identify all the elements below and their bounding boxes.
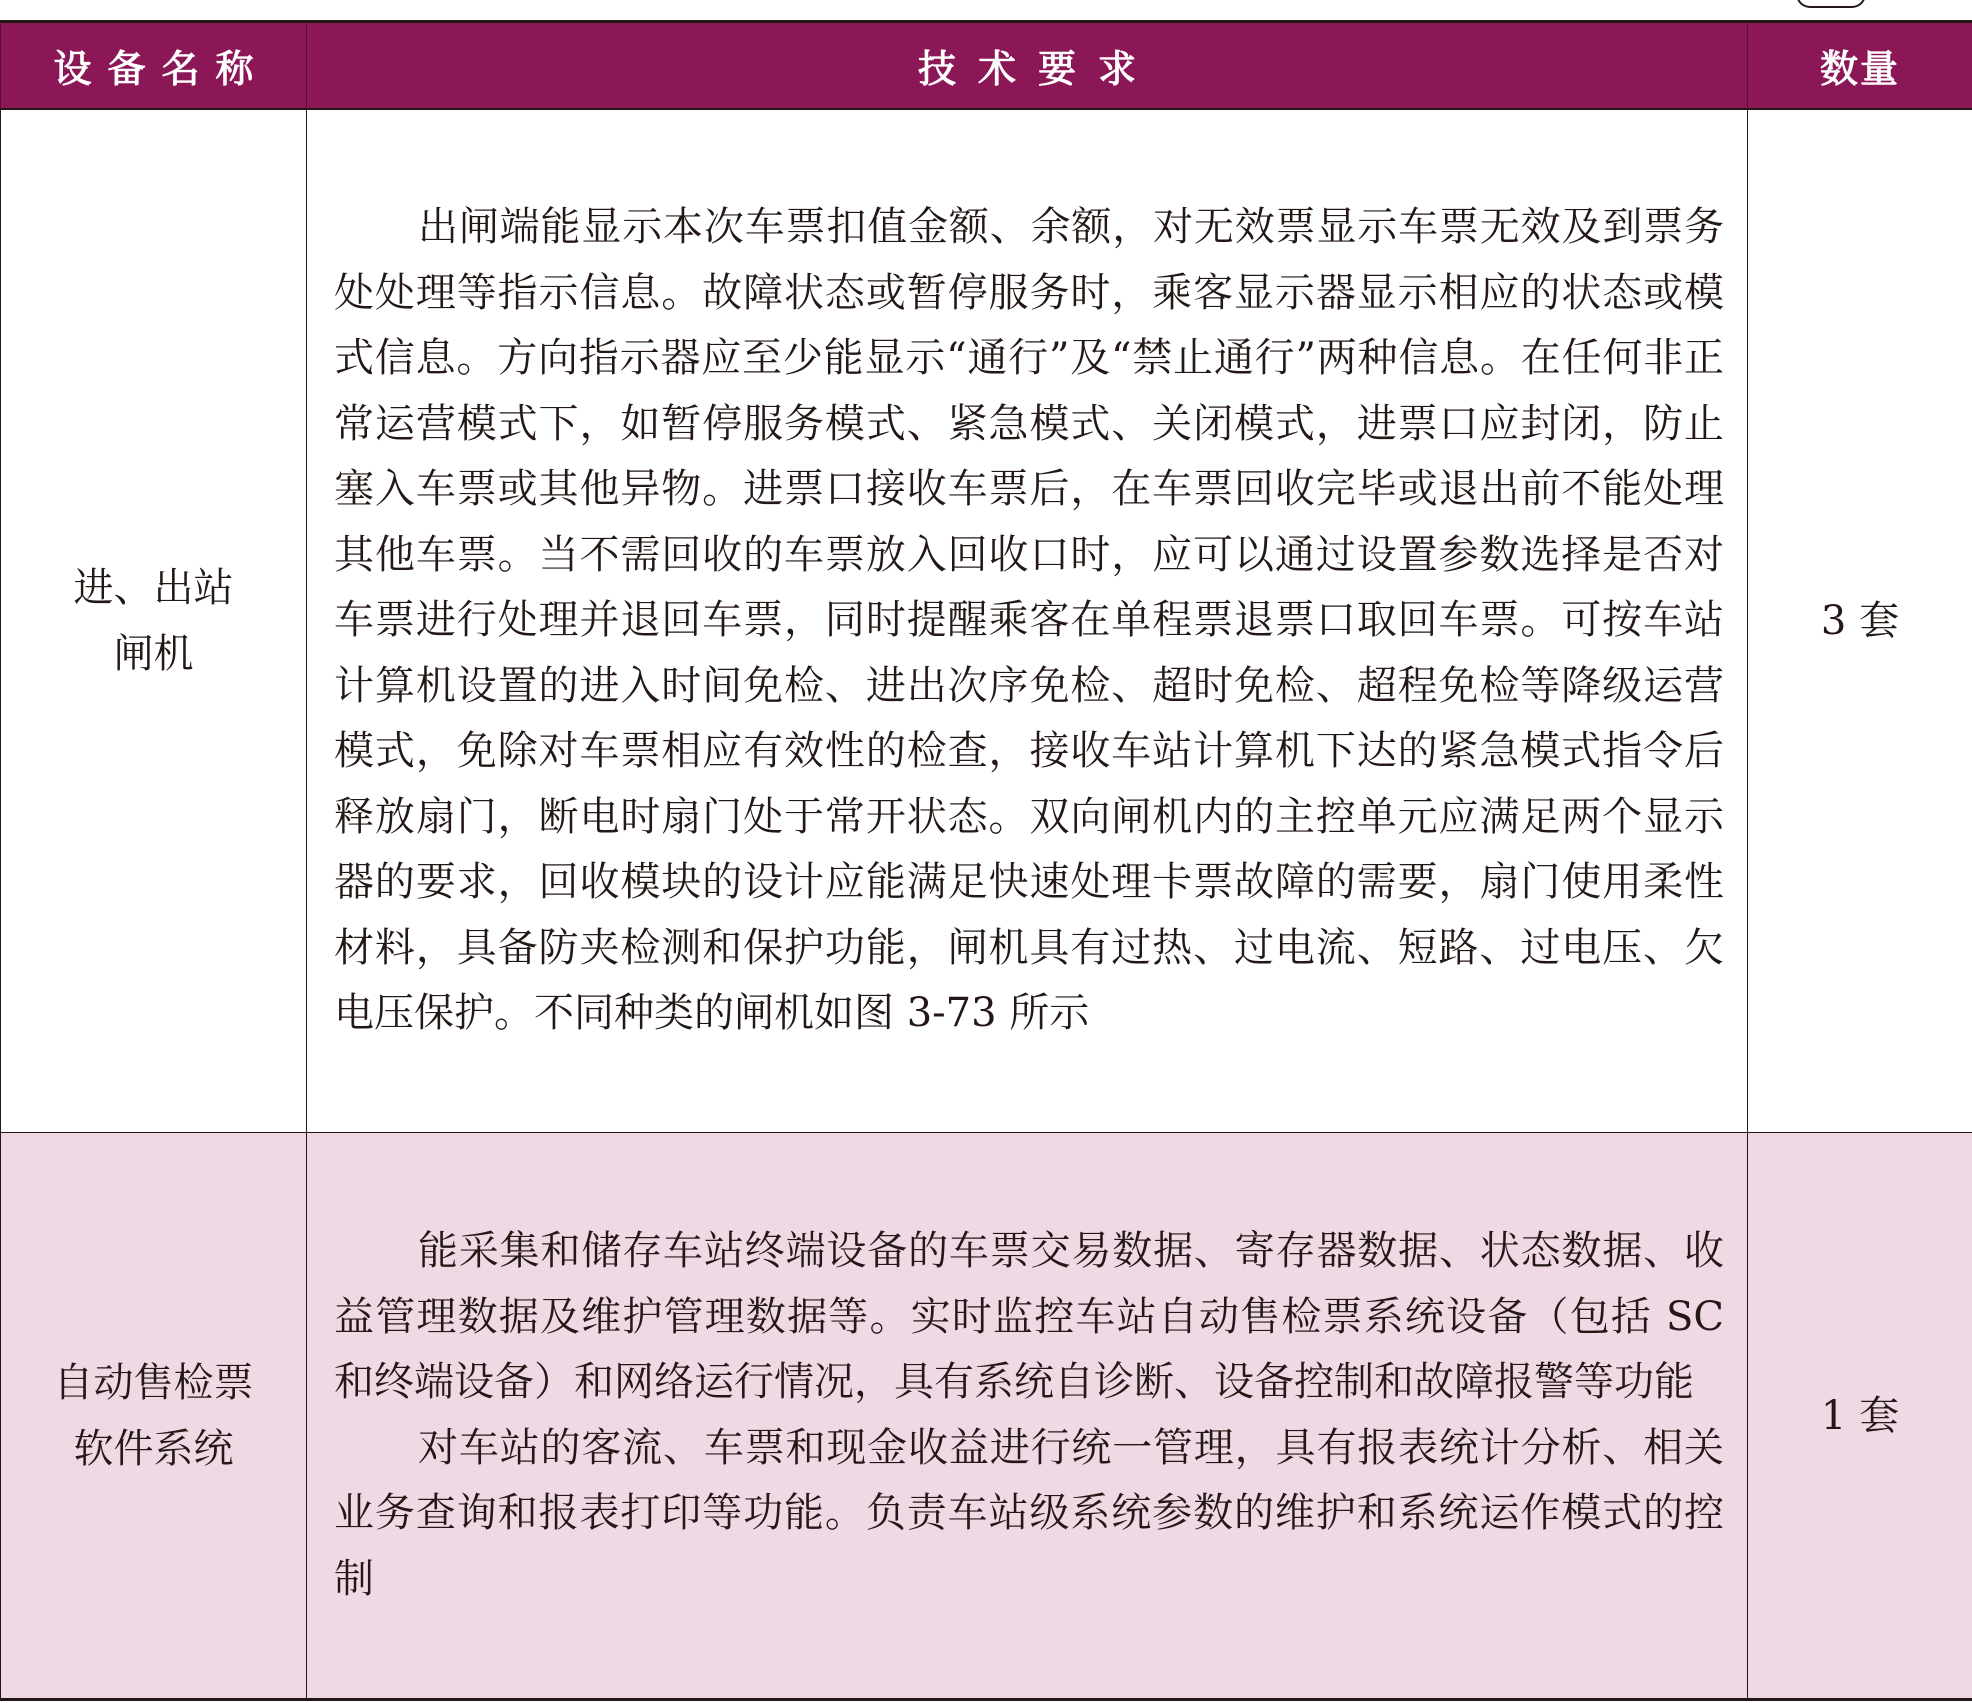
quantity-cell: 3 套 [1748, 109, 1972, 1133]
requirements-cell [307, 1133, 1748, 1700]
requirements-paragraph: 能采集和储存车站终端设备的车票交易数据、寄存器数据、状态数据、收益管理数据及维护管理数据等。实时监控车站自动售检票系统设备（包括 SC 和终端设备）和网络运行情况，具有系统自诊断、设备控制和故障报警等功能 [334, 1228, 1724, 1405]
equipment-name-line: 进、出站 [73, 564, 234, 611]
equipment-name-cell [1, 109, 307, 1133]
table-row [1, 1133, 1972, 1700]
table-row [1, 109, 1972, 1133]
equipment-name-line: 闸机 [113, 630, 194, 677]
table-header-row [1, 22, 1972, 109]
equipment-spec-table [0, 20, 1972, 1701]
header-equipment-name: 设备名称 [1, 22, 307, 109]
header-quantity: 数量 [1748, 22, 1972, 109]
requirements-cell [307, 109, 1748, 1133]
header-technical-requirements: 技术要求 [307, 22, 1748, 109]
continued-marker [1796, 0, 1866, 8]
equipment-name-line: 软件系统 [73, 1425, 234, 1472]
equipment-name-line: 自动售检票 [53, 1359, 254, 1406]
equipment-name-cell [1, 1133, 307, 1700]
requirements-paragraph: 出闸端能显示本次车票扣值金额、余额，对无效票显示车票无效及到票务处处理等指示信息。故障状态或暂停服务时，乘客显示器显示相应的状态或模式信息。方向指示器应至少能显示“通行”及“禁止通行”两种信息。在任何非正常运营模式下，如暂停服务模式、紧急模式、关闭模式，进票口应封闭，防止塞入车票或其他异物。进票口接收车票后，在车票回收完毕或退出前不能处理其他车票。当不需回收的车票放入回收口时，应可以通过设置参数选择是否对车票进行处理并退回车票，同时提醒乘客在单程票退票口取回车票。可按车站计算机设置的进入时间免检、进出次序免检、超时免检、超程免检等降级运营模式，免除对车票相应有效性的检查，接收车站计算机下达的紧急模式指令后释放扇门，断电时扇门处于常开状态。双向闸机内的主控单元应满足两个显示器的要求，回收模块的设计应能满足快速处理卡票故障的需要，扇门使用柔性材料，具备防夹检测和保护功能，闸机具有过热、过电流、短路、过电压、欠电压保护。不同种类的闸机如图 3-73 所示 [334, 204, 1724, 1036]
requirements-paragraph: 对车站的客流、车票和现金收益进行统一管理，具有报表统计分析、相关业务查询和报表打印等功能。负责车站级系统参数的维护和系统运作模式的控制 [334, 1424, 1724, 1602]
quantity-cell: 1 套 [1748, 1133, 1972, 1700]
